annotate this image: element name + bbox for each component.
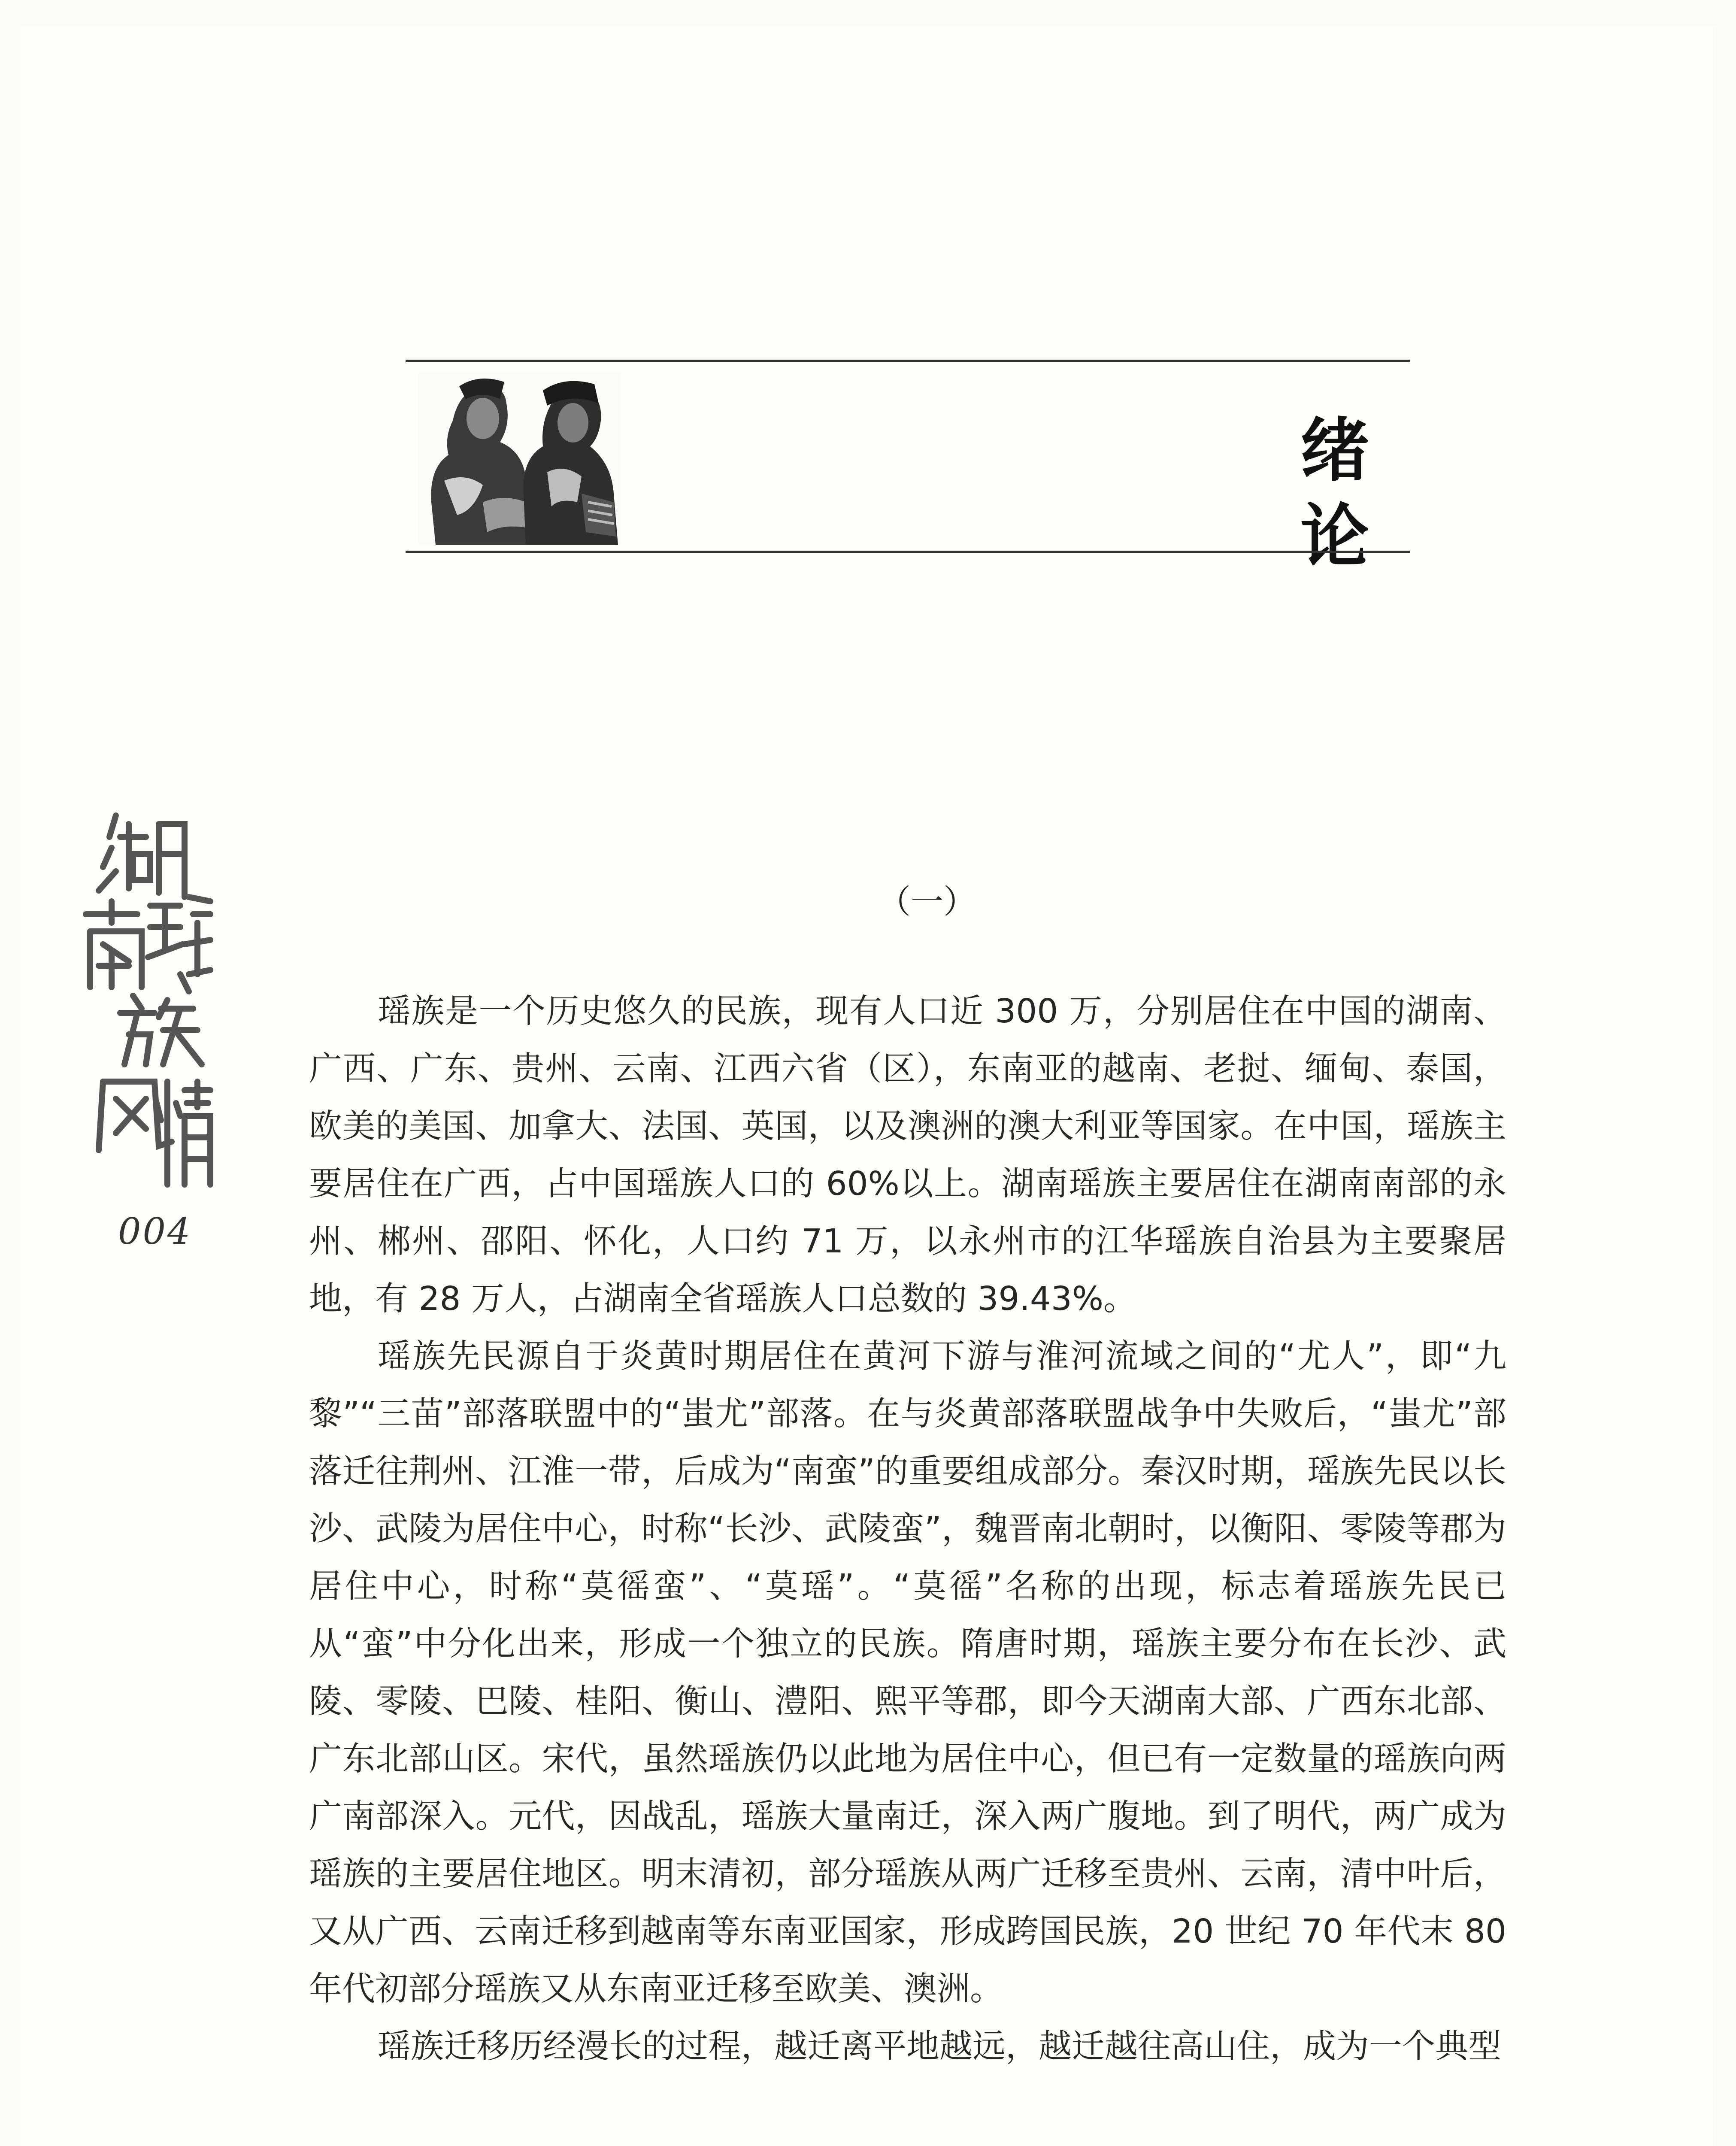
chapter-title: 绪 论 bbox=[1300, 410, 1399, 576]
chapter-photo bbox=[418, 373, 620, 545]
section-heading: （一） bbox=[878, 882, 976, 921]
calligraphy-image bbox=[69, 807, 215, 1193]
header-top-rule bbox=[406, 360, 1410, 362]
paragraph: 瑶族先民源自于炎黄时期居住在黄河下游与淮河流域之间的“尤人”，即“九黎”“三苗”部落联盟中的“蚩尤”部落。在与炎黄部落联盟战争中失败后，“蚩尤”部落迁往荆州、江淮一带，后成为“南蛮”的重要组成部分。秦汉时期，瑶族先民以长沙、武陵为居住中心，时称“长沙、武陵蛮”，魏晋南北朝时，以衡阳、零陵等郡为居住中心，时称“莫徭蛮”、“莫瑶”。“莫徭”名称的出现，标志着瑶族先民已从“蛮”中分化出来，形成一个独立的民族。隋唐时期，瑶族主要分布在长沙、武陵、零陵、巴陵、桂阳、衡山、澧阳、熙平等郡，即今天湖南大部、广西东北部、广东北部山区。宋代，虽然瑶族仍以此地为居住中心，但已有一定数量的瑶族向两广南部深入。元代，因战乱，瑶族大量南迁，深入两广腹地。到了明代，两广成为瑶族的主要居住地区。明末清初，部分瑶族从两广迁移至贵州、云南，清中叶后，又从广西、云南迁移到越南等东南亚国家，形成跨国民族，20 世纪 70 年代末 80 年代初部分瑶族又从东南亚迁移至欧美、澳洲。 bbox=[309, 1337, 1506, 2008]
chapter-photo-image bbox=[418, 373, 620, 545]
body-text bbox=[309, 983, 1506, 2076]
paragraph: 瑶族迁移历经漫长的过程，越迁离平地越远，越迁越往高山住，成为一个典型 bbox=[378, 2028, 1501, 2066]
page-number: 004 bbox=[118, 1210, 192, 1252]
book-title-calligraphy bbox=[69, 807, 215, 1193]
paragraph: 瑶族是一个历史悠久的民族，现有人口近 300 万，分别居住在中国的湖南、广西、广东、贵州、云南、江西六省（区），东南亚的越南、老挝、缅甸、泰国，欧美的美国、加拿大、法国、英国，以及澳洲的澳大利亚等国家。在中国，瑶族主要居住在广西，占中国瑶族人口的 60%以上。湖南瑶族主要居住在湖南南部的永州、郴州、邵阳、怀化，人口约 71 万，以永州市的江华瑶族自治县为主要聚居地，有 28 万人，占湖南全省瑶族人口总数的 39.43%。 bbox=[309, 992, 1506, 1318]
header-bottom-rule bbox=[406, 551, 1410, 553]
